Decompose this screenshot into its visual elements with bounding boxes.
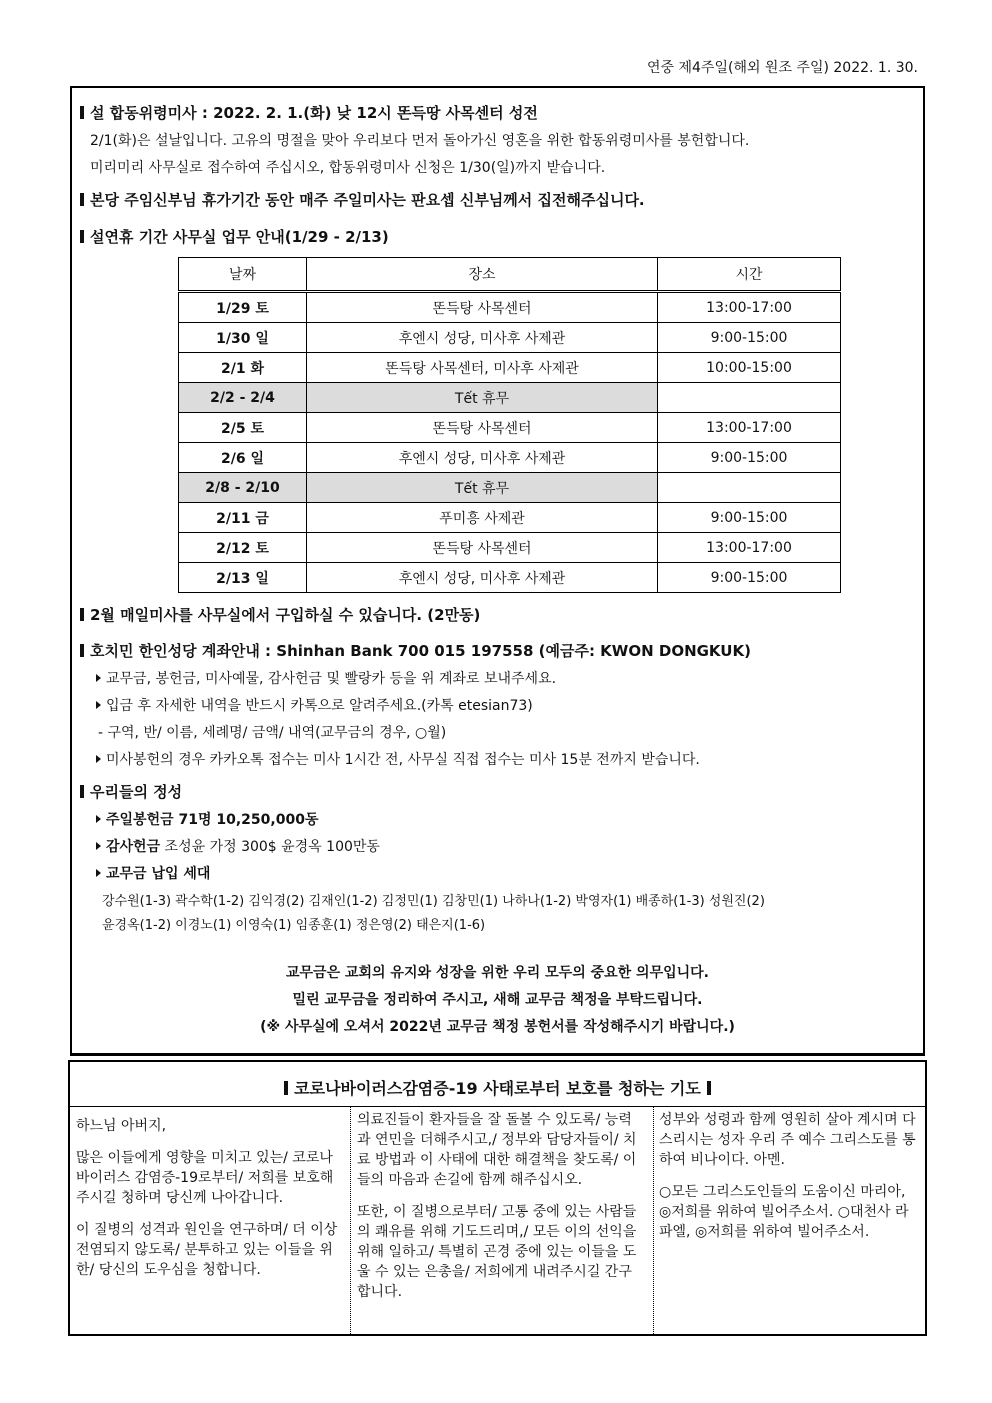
cell-place: 후엔시 성당, 미사후 사제관	[307, 563, 658, 593]
section-title: 본당 주임신부님 휴가기간 동안 매주 주일미사는 판요셉 신부님께서 집전해주십니다.	[90, 191, 645, 209]
cell-place: 후엔시 성당, 미사후 사제관	[307, 443, 658, 473]
table-header-row	[179, 258, 841, 292]
cell-time	[658, 383, 841, 413]
prayer-paragraph: 또한, 이 질병으로부터/ 고통 중에 있는 사람들의 쾌유를 위해 기도드리며,/ 모든 이의 선익을 위해 일하고/ 특별히 곤경 중에 있는 이들을 도울 수 있는 은총을/ 저희에게 내려주시길 간구합니다.	[357, 1204, 637, 1300]
table-row	[179, 503, 841, 533]
prayer-column-3	[659, 1110, 919, 1330]
section-title: 설 합동위령미사 : 2022. 2. 1.(화) 낮 12시 똔득땅 사목센터 성전	[90, 104, 538, 122]
dues-label: 교무금 납입 세대	[106, 866, 211, 882]
column-divider	[653, 1106, 654, 1334]
arrow-icon	[96, 701, 101, 709]
dues-note-3: (※ 사무실에 오셔서 2022년 교무금 책정 봉헌서를 작성해주시기 바랍니다.)	[260, 1019, 735, 1035]
section-title: 우리들의 정성	[90, 783, 183, 801]
prayer-column-2	[357, 1110, 645, 1330]
cell-time: 9:00-15:00	[658, 503, 841, 533]
cell-time: 13:00-17:00	[658, 533, 841, 563]
header-date: 연중 제4주일(해외 원조 주일) 2022. 1. 30.	[647, 60, 918, 76]
arrow-icon	[96, 755, 101, 763]
cell-time: 13:00-17:00	[658, 292, 841, 323]
table-row	[179, 473, 841, 503]
bullet-marker	[80, 785, 84, 798]
thanks-offering	[96, 836, 380, 856]
arrow-icon	[96, 674, 101, 682]
cell-place: Tết 휴무	[307, 383, 658, 413]
dues-note-1: 교무금은 교회의 유지와 성장을 위한 우리 모두의 중요한 의무입니다.	[286, 965, 709, 981]
section-title: 설연휴 기간 사무실 업무 안내(1/29 - 2/13)	[90, 228, 389, 246]
cell-time: 9:00-15:00	[658, 563, 841, 593]
bullet-marker	[284, 1081, 288, 1095]
bullet-marker	[80, 230, 84, 243]
bank-item-text: 미사봉헌의 경우 카카오톡 접수는 미사 1시간 전, 사무실 직접 접수는 미사 15분 전까지 받습니다.	[106, 752, 700, 768]
prayer-title-text: 코로나바이러스감염증-19 사태로부터 보호를 청하는 기도	[294, 1079, 701, 1098]
section-title: 호치민 한인성당 계좌안내 : Shinhan Bank 700 015 197558 (예금주: KWON DONGKUK)	[90, 642, 751, 660]
cell-time: 9:00-15:00	[658, 323, 841, 353]
arrow-icon	[96, 842, 101, 850]
section-bank-account	[80, 640, 751, 661]
header-time: 시간	[658, 258, 841, 292]
bank-item-4	[96, 749, 700, 769]
memorial-line-2: 미리미리 사무실로 접수하여 주십시오, 합동위령미사 신청은 1/30(일)까지 받습니다.	[90, 160, 606, 176]
thanks-label: 감사헌금	[106, 839, 161, 855]
header-date: 날짜	[179, 258, 307, 292]
cell-place: 후엔시 성당, 미사후 사제관	[307, 323, 658, 353]
prayer-paragraph: 성부와 성령과 함께 영원히 살아 계시며 다스리시는 성자 우리 주 예수 그리스도를 통하여 비나이다. 아멘.	[659, 1112, 916, 1168]
arrow-icon	[96, 869, 101, 877]
section-office-hours	[80, 226, 389, 247]
thanks-value: 조성윤 가정 300$ 윤경옥 100만동	[160, 839, 380, 855]
section-memorial-mass	[80, 102, 538, 123]
prayer-paragraph: 하느님 아버지,	[76, 1118, 167, 1134]
bullet-marker	[707, 1081, 711, 1095]
cell-date: 2/13 일	[179, 563, 307, 593]
bank-item-1	[96, 668, 556, 688]
section-daily-missal	[80, 604, 480, 625]
bullet-marker	[80, 106, 84, 119]
cell-date: 2/8 - 2/10	[179, 473, 307, 503]
cell-date: 2/6 일	[179, 443, 307, 473]
sunday-offering-text: 주일봉헌금 71명 10,250,000동	[106, 812, 319, 828]
dues-heading	[96, 863, 210, 883]
cell-place: Tết 휴무	[307, 473, 658, 503]
cell-time: 10:00-15:00	[658, 353, 841, 383]
section-sunday-mass	[80, 189, 645, 210]
column-divider	[350, 1106, 351, 1334]
sunday-offering	[96, 809, 318, 829]
dues-note-2: 밀린 교무금을 정리하여 주시고, 새해 교무금 책정을 부탁드립니다.	[292, 992, 703, 1008]
cell-time: 9:00-15:00	[658, 443, 841, 473]
prayer-paragraph: 이 질병의 성격과 원인을 연구하며/ 더 이상 전염되지 않도록/ 분투하고 있는 이들을 위한/ 당신의 도우심을 청합니다.	[76, 1222, 338, 1278]
memorial-line-1: 2/1(화)은 설날입니다. 고유의 명절을 맞아 우리보다 먼저 돌아가신 영혼을 위한 합동위령미사를 봉헌합니다.	[90, 133, 750, 149]
table-row	[179, 443, 841, 473]
notice-box	[70, 86, 925, 1056]
cell-date: 2/5 토	[179, 413, 307, 443]
bullet-marker	[80, 644, 84, 657]
cell-date: 1/29 토	[179, 292, 307, 323]
table-row	[179, 533, 841, 563]
cell-place: 똔득탕 사목센터, 미사후 사제관	[307, 353, 658, 383]
table-row	[179, 323, 841, 353]
table-row	[179, 353, 841, 383]
divider	[70, 1106, 925, 1107]
bullet-marker	[80, 193, 84, 206]
dues-line-2: 윤경옥(1-2) 이경노(1) 이영숙(1) 임종훈(1) 정은영(2) 태은지(1-6)	[102, 918, 486, 933]
table-row	[179, 292, 841, 323]
prayer-box	[68, 1060, 927, 1336]
cell-date: 2/12 토	[179, 533, 307, 563]
table-row	[179, 563, 841, 593]
cell-place: 똔득탕 사목센터	[307, 533, 658, 563]
cell-place: 똔득탕 사목센터	[307, 292, 658, 323]
cell-time	[658, 473, 841, 503]
table-row	[179, 383, 841, 413]
cell-place: 똔득탕 사목센터	[307, 413, 658, 443]
header-place: 장소	[307, 258, 658, 292]
office-schedule-table	[178, 257, 841, 593]
arrow-icon	[96, 815, 101, 823]
bank-item-text: 교무금, 봉헌금, 미사예물, 감사헌금 및 빨랑카 등을 위 계좌로 보내주세요.	[106, 671, 557, 687]
bank-item-3: - 구역, 반/ 이름, 세례명/ 금액/ 내역(교무금의 경우, ○월)	[98, 725, 447, 741]
cell-place: 푸미흥 사제관	[307, 503, 658, 533]
cell-date: 2/11 금	[179, 503, 307, 533]
prayer-column-1	[76, 1110, 344, 1330]
dues-line-1: 강수원(1-3) 곽수학(1-2) 김익경(2) 김재인(1-2) 김정민(1) 김창민(1) 나하나(1-2) 박영자(1) 배종하(1-3) 성원진(2)	[102, 894, 765, 909]
bullet-marker	[80, 608, 84, 621]
prayer-paragraph: ○모든 그리스도인들의 도움이신 마리아, ◎저희를 위하여 빌어주소서. ○대천사 라파엘, ◎저희를 위하여 빌어주소서.	[659, 1184, 909, 1240]
cell-date: 1/30 일	[179, 323, 307, 353]
bank-item-text: 입금 후 자세한 내역을 반드시 카톡으로 알려주세요.(카톡 etesian73)	[106, 698, 533, 714]
cell-date: 2/1 화	[179, 353, 307, 383]
bank-item-2	[96, 695, 533, 715]
prayer-paragraph: 의료진들이 환자들을 잘 돌볼 수 있도록/ 능력과 연민을 더해주시고,/ 정부와 담당자들이/ 치료 방법과 이 사태에 대한 해결책을 찾도록/ 이들의 마음과 손길에 함께 해주십시오.	[357, 1112, 637, 1188]
table-row	[179, 413, 841, 443]
prayer-title	[70, 1076, 925, 1099]
prayer-paragraph: 많은 이들에게 영향을 미치고 있는/ 코로나 바이러스 감염증-19로부터/ 저희를 보호해주시길 청하며 당신께 나아갑니다.	[76, 1150, 334, 1206]
cell-time: 13:00-17:00	[658, 413, 841, 443]
cell-date: 2/2 - 2/4	[179, 383, 307, 413]
section-offerings	[80, 781, 182, 802]
section-title: 2월 매일미사를 사무실에서 구입하실 수 있습니다. (2만동)	[90, 606, 481, 624]
